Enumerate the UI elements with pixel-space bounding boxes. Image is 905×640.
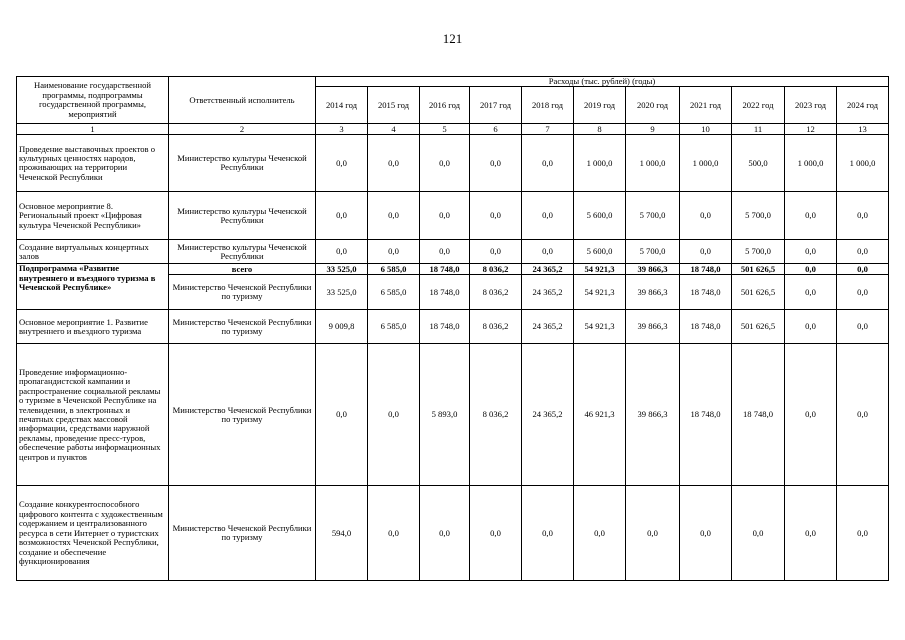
row-responsible: Министерство культуры Чеченской Республики (169, 192, 316, 240)
column-number: 2 (169, 124, 316, 135)
cell-value: 18 748,0 (420, 310, 470, 344)
cell-value: 18 748,0 (680, 275, 732, 310)
cell-value: 0,0 (837, 275, 889, 310)
cell-value: 0,0 (837, 310, 889, 344)
cell-value: 0,0 (732, 486, 785, 581)
table-row (17, 240, 889, 264)
cell-value: 0,0 (470, 192, 522, 240)
cell-value: 0,0 (785, 486, 837, 581)
cell-value: 0,0 (680, 240, 732, 264)
cell-value: 18 748,0 (420, 275, 470, 310)
cell-value: 0,0 (420, 240, 470, 264)
total-value: 0,0 (837, 264, 889, 275)
cell-value: 18 748,0 (680, 310, 732, 344)
header-year: 2018 год (522, 87, 574, 124)
row-responsible: Министерство Чеченской Республики по туризму (169, 310, 316, 344)
cell-value: 0,0 (785, 192, 837, 240)
cell-value: 0,0 (522, 192, 574, 240)
row-name: Проведение информационно-пропагандистской кампании и распространение социальной рекламы о туризме в Чеченской Республике на телевидении, в электронных и печатных средствах массовой информации, средствами наружной рекламы, проведение пресс-туров, обеспечение работы информационных центров и пунктов (17, 344, 169, 486)
table-row (17, 486, 889, 581)
cell-value: 54 921,3 (574, 275, 626, 310)
cell-value: 500,0 (732, 135, 785, 192)
cell-value: 0,0 (837, 344, 889, 486)
cell-value: 18 748,0 (732, 344, 785, 486)
budget-table (16, 76, 889, 581)
column-number: 11 (732, 124, 785, 135)
column-number: 3 (316, 124, 368, 135)
total-value: 8 036,2 (470, 264, 522, 275)
cell-value: 39 866,3 (626, 275, 680, 310)
header-year: 2016 год (420, 87, 470, 124)
header-year: 2014 год (316, 87, 368, 124)
cell-value: 0,0 (680, 192, 732, 240)
cell-value: 0,0 (522, 240, 574, 264)
column-number: 6 (470, 124, 522, 135)
row-name: Основное мероприятие 8. Региональный проект «Цифровая культура Чеченской Республики» (17, 192, 169, 240)
cell-value: 0,0 (420, 135, 470, 192)
row-responsible: Министерство Чеченской Республики по туризму (169, 486, 316, 581)
cell-value: 0,0 (837, 240, 889, 264)
cell-value: 0,0 (522, 486, 574, 581)
column-number: 12 (785, 124, 837, 135)
cell-value: 9 009,8 (316, 310, 368, 344)
column-number: 5 (420, 124, 470, 135)
total-value: 33 525,0 (316, 264, 368, 275)
cell-value: 5 700,0 (626, 240, 680, 264)
cell-value: 8 036,2 (470, 344, 522, 486)
total-value: 54 921,3 (574, 264, 626, 275)
row-name: Проведение выставочных проектов о культурных ценностях народов, проживающих на территории Чеченской Республики (17, 135, 169, 192)
header-year: 2015 год (368, 87, 420, 124)
cell-value: 0,0 (785, 310, 837, 344)
header-name-col: Наименование государственной программы, подпрограммы государственной программы, мероприятий (17, 77, 169, 124)
cell-value: 0,0 (837, 192, 889, 240)
column-number: 10 (680, 124, 732, 135)
row-name: Создание конкурентоспособного цифрового контента с художественным содержанием и централизованного ресурса в сети Интернет о туристских возможностях Чеченской Республики, создание и обеспечение функционирования (17, 486, 169, 581)
cell-value: 0,0 (368, 240, 420, 264)
cell-value: 6 585,0 (368, 310, 420, 344)
total-value: 6 585,0 (368, 264, 420, 275)
row-responsible: Министерство культуры Чеченской Республики (169, 240, 316, 264)
cell-value: 1 000,0 (837, 135, 889, 192)
cell-value: 24 365,2 (522, 344, 574, 486)
cell-value: 1 000,0 (785, 135, 837, 192)
cell-value: 0,0 (785, 240, 837, 264)
cell-value: 0,0 (316, 192, 368, 240)
total-value: 18 748,0 (420, 264, 470, 275)
table-row (17, 344, 889, 486)
table-row (17, 310, 889, 344)
header-year: 2017 год (470, 87, 522, 124)
header-year: 2023 год (785, 87, 837, 124)
cell-value: 0,0 (680, 486, 732, 581)
row-name: Основное мероприятие 1. Развитие внутреннего и въездного туризма (17, 310, 169, 344)
row-name: Создание виртуальных концертных залов (17, 240, 169, 264)
cell-value: 5 600,0 (574, 192, 626, 240)
column-number: 7 (522, 124, 574, 135)
row-responsible: Министерство культуры Чеченской Республики (169, 135, 316, 192)
cell-value: 1 000,0 (680, 135, 732, 192)
total-value: 0,0 (785, 264, 837, 275)
header-row-top (17, 77, 889, 87)
header-year: 2020 год (626, 87, 680, 124)
cell-value: 594,0 (316, 486, 368, 581)
cell-value: 0,0 (574, 486, 626, 581)
table-row (17, 192, 889, 240)
cell-value: 0,0 (368, 486, 420, 581)
subprogram-total-row (17, 264, 889, 275)
cell-value: 5 700,0 (626, 192, 680, 240)
cell-value: 0,0 (785, 344, 837, 486)
total-value: 24 365,2 (522, 264, 574, 275)
cell-value: 0,0 (368, 344, 420, 486)
header-year: 2024 год (837, 87, 889, 124)
total-label: всего (169, 264, 316, 275)
cell-value: 24 365,2 (522, 310, 574, 344)
cell-value: 8 036,2 (470, 275, 522, 310)
cell-value: 0,0 (420, 486, 470, 581)
column-number-row (17, 124, 889, 135)
cell-value: 0,0 (316, 240, 368, 264)
cell-value: 501 626,5 (732, 275, 785, 310)
row-responsible: Министерство Чеченской Республики по туризму (169, 275, 316, 310)
cell-value: 5 700,0 (732, 240, 785, 264)
total-value: 501 626,5 (732, 264, 785, 275)
cell-value: 5 600,0 (574, 240, 626, 264)
header-year: 2019 год (574, 87, 626, 124)
total-value: 39 866,3 (626, 264, 680, 275)
cell-value: 46 921,3 (574, 344, 626, 486)
header-expenses-group: Расходы (тыс. рублей) (годы) (316, 77, 889, 87)
cell-value: 39 866,3 (626, 344, 680, 486)
column-number: 4 (368, 124, 420, 135)
cell-value: 0,0 (470, 240, 522, 264)
cell-value: 0,0 (785, 275, 837, 310)
cell-value: 0,0 (368, 192, 420, 240)
cell-value: 5 893,0 (420, 344, 470, 486)
header-year: 2022 год (732, 87, 785, 124)
cell-value: 0,0 (316, 344, 368, 486)
cell-value: 54 921,3 (574, 310, 626, 344)
cell-value: 0,0 (470, 486, 522, 581)
header-responsible-col: Ответственный исполнитель (169, 77, 316, 124)
column-number: 8 (574, 124, 626, 135)
column-number: 13 (837, 124, 889, 135)
cell-value: 0,0 (626, 486, 680, 581)
cell-value: 6 585,0 (368, 275, 420, 310)
cell-value: 0,0 (470, 135, 522, 192)
cell-value: 1 000,0 (626, 135, 680, 192)
cell-value: 39 866,3 (626, 310, 680, 344)
subprogram-name: Подпрограмма «Развитие внутреннего и въездного туризма в Чеченской Республике» (17, 264, 169, 310)
total-value: 18 748,0 (680, 264, 732, 275)
cell-value: 5 700,0 (732, 192, 785, 240)
cell-value: 501 626,5 (732, 310, 785, 344)
page-number: 121 (442, 31, 463, 46)
cell-value: 18 748,0 (680, 344, 732, 486)
row-responsible: Министерство Чеченской Республики по туризму (169, 344, 316, 486)
cell-value: 0,0 (522, 135, 574, 192)
cell-value: 0,0 (316, 135, 368, 192)
cell-value: 1 000,0 (574, 135, 626, 192)
cell-value: 0,0 (837, 486, 889, 581)
cell-value: 8 036,2 (470, 310, 522, 344)
table-row (17, 135, 889, 192)
cell-value: 33 525,0 (316, 275, 368, 310)
column-number: 1 (17, 124, 169, 135)
header-year: 2021 год (680, 87, 732, 124)
cell-value: 24 365,2 (522, 275, 574, 310)
cell-value: 0,0 (368, 135, 420, 192)
column-number: 9 (626, 124, 680, 135)
cell-value: 0,0 (420, 192, 470, 240)
